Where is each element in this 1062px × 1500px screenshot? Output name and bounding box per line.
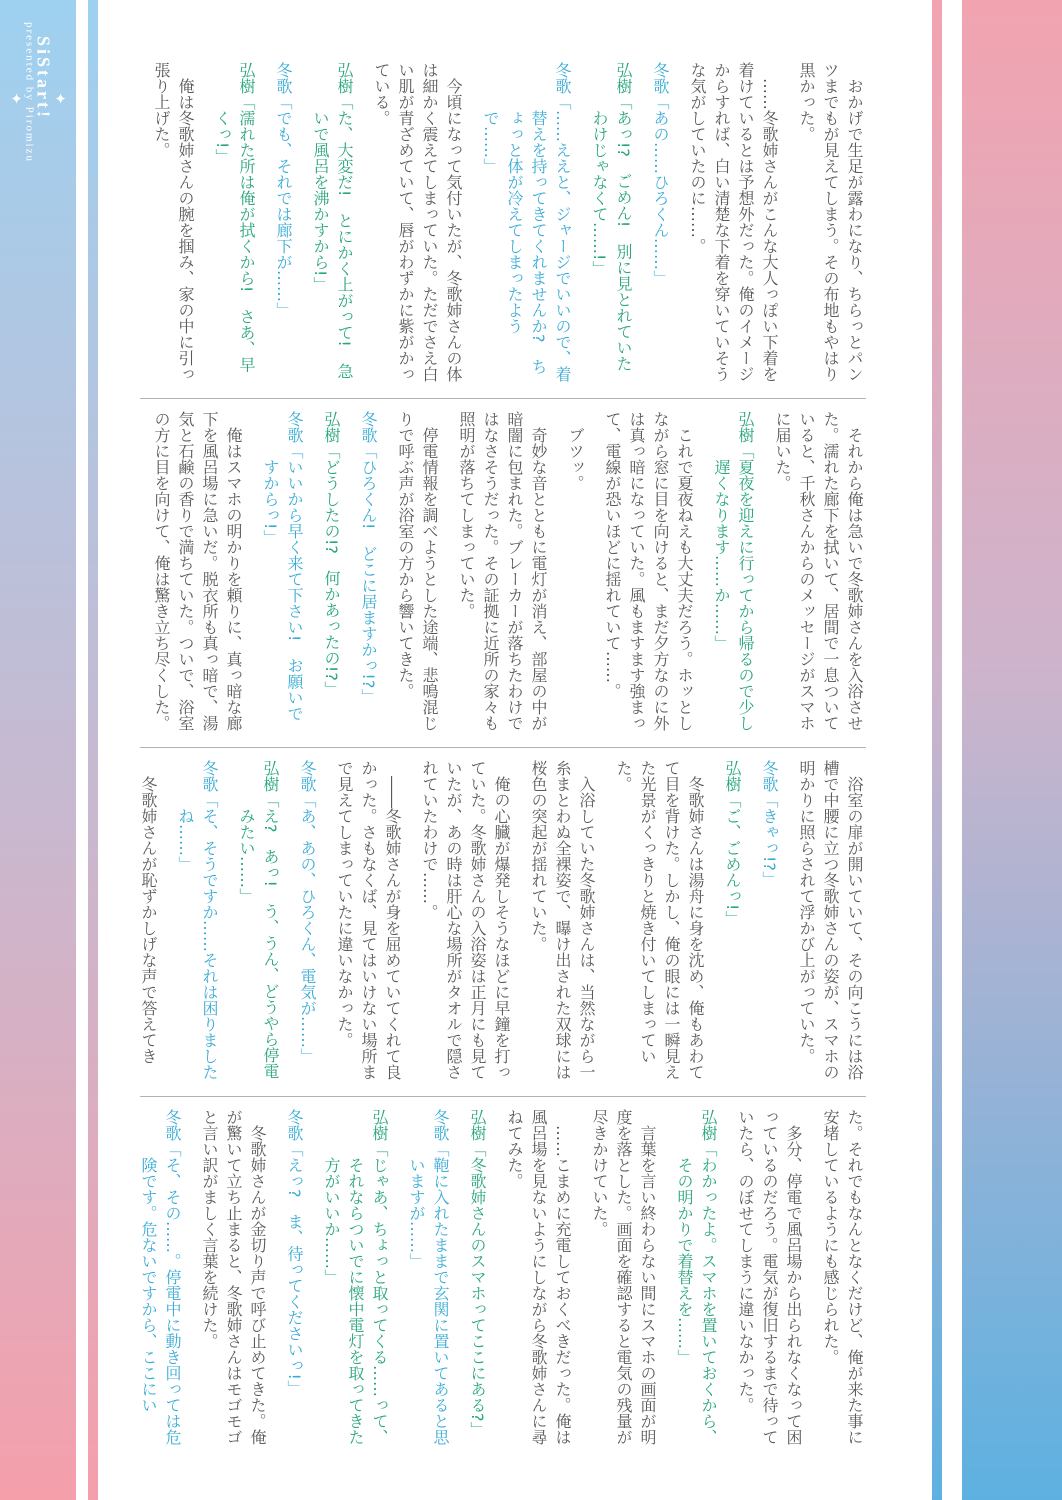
text-section-2 [140,411,866,735]
section-divider [140,398,866,399]
narration-paragraph: 冬歌姉さんは湯舟に身を沈め、俺もあわてて目を背けた。しかし、俺の眼には一瞬見えた光景がくっきりと焼き付いてしまっていた。 [614,760,705,1080]
side-banner [0,0,76,460]
dialogue-line-hiroki: 弘樹「冬歌姉さんのスマホってここにある?」 [468,1109,487,1438]
text-section-1 [140,62,866,386]
section-divider [140,747,866,748]
narration-paragraph: おかげで生足が露わになり、ちらっとパンツまでもが見えてしまう。その布地もやはり黒かった。 [797,62,864,382]
left-gradient-stripe [88,0,98,1500]
narration-paragraph: 停電情報を調べようとした途端、悲鳴混じりで呼ぶ声が浴室の方から響いてきた。 [396,411,439,731]
narration-paragraph: それから俺は急いで冬歌姉さんを入浴させた。濡れた廊下を拭いて、居間で一息ついていると、千秋さんからのメッセージがスマホに届いた。 [773,411,864,731]
dialogue-line-hiroki: 弘樹「た、大変だ! とにかく上がって! 急いで風呂を沸かすから!」 [311,62,354,379]
dialogue-line-fuyuka: 冬歌「あ、あの、ひろくん、電気が……」 [298,760,317,1064]
narration-paragraph: これで夏夜ねえも大丈夫だろう。ホッとしながら窓に目を向けると、まだ夕方なのに外は真っ暗になっていた。風もますます強まって、電線が恐いほどに揺れていて……。 [603,411,694,731]
text-section-4 [140,1109,866,1445]
narration-paragraph: 浴室の扉が開いていて、その向こうには浴槽で中腰に立つ冬歌姉さんの姿が、スマホの明かりに照らされて浮かび上がっていた。 [797,760,864,1080]
dialogue-line-fuyuka: 冬歌「あの……ひろくん……」 [651,62,670,286]
text-section-3 [140,760,866,1084]
narration-paragraph: 今頃になって気付いたが、冬歌姉さんの体は細かく震えてしまっていた。ただでさえ白い肌が青ざめていて、唇がわずかに紫がかっている。 [372,62,463,382]
narration-paragraph: 俺はスマホの明かりを頼りに、真っ暗な廊下を風呂場に急いだ。脱衣所も真っ暗で、湯気と石鹸の香りで満ちていた。ついで、浴室の方に目を向けて、俺は驚き立ち尽くした。 [152,411,243,731]
narration-paragraph: 言葉を言い終わらない間にスマホの画面が明度を落とした。画面を確認すると電気の残量が尽きかけていた。 [590,1109,657,1445]
dialogue-line-hiroki: 弘樹「夏夜を迎えに行ってから帰るので少し遅くなります……か……」 [712,411,755,731]
dialogue-line-fuyuka: 冬歌「えっ? ま、待ってくださいっ!」 [285,1109,304,1396]
narration-paragraph: ブツッ。 [566,427,585,491]
narration-paragraph: 奇妙な音とともに電灯が消え、部屋の中が暗闇に包まれた。ブレーカーが落ちたわけではなさそうだった。その証拠に近所の家々も照明が落ちてしまっていた。 [457,411,548,731]
series-credit: presented by Piromizu [23,22,36,163]
narration-paragraph: 俺は冬歌姉さんの腕を掴み、家の中に引っ張り上げた。 [152,62,195,382]
right-gradient-bar [962,0,1062,1500]
narration-paragraph: 多分、停電で風呂場から出られなくなって困っているのだろう。電気が復旧するまで待っていたら、のぼせてしまうに違いなかった。 [736,1109,803,1445]
narration-paragraph: ……こまめに充電しておくべきだった。俺は風呂場を見ないようにしながら冬歌姉さんに尋ねてみた。 [505,1109,572,1445]
narration-paragraph: 入浴していた冬歌姉さんは、当然ながら一糸まとわぬ全裸姿で、曝け出された双球には桜色の突起が揺れていた。 [529,760,596,1080]
dialogue-line-fuyuka: 冬歌「でも、それでは廊下が……」 [274,62,293,318]
narration-paragraph: た。それでもなんとなくだけど、俺が来た事に安堵しているようにも感じられた。 [821,1109,864,1445]
dialogue-line-hiroki: 弘樹「あっ!? ごめん! 別に見とれていたわけじゃなくて……!」 [590,62,633,372]
dialogue-line-hiroki: 弘樹「濡れた所は俺が拭くから! さあ、早くっ!」 [213,62,256,373]
dialogue-line-fuyuka: 冬歌「ひろくん! どこに居ますかっ!?」 [359,411,378,705]
section-divider [140,1096,866,1097]
dialogue-line-fuyuka: 冬歌「……ええと、ジャージでいいので、着替えを持ってきてくれませんか? ちょっと体が冷えてしまったようで……」 [481,62,572,382]
dialogue-line-fuyuka: 冬歌「鞄に入れたままで玄関に置いてあると思いますが……」 [407,1109,450,1445]
dialogue-line-fuyuka: 冬歌「きゃっ!?」 [760,760,779,887]
sparkle-icon: ✦ [7,90,26,109]
narration-paragraph: ――冬歌姉さんが身を屈めていてくれて良かった。さもなくば、見てはいけない場所まで見えてしまっていたに違いなかった。 [335,760,402,1080]
script-content [140,62,866,1445]
dialogue-line-fuyuka: 冬歌「そ、そうですか……それは困りましたね……」 [176,760,219,1080]
sparkle-icon: ✦ [51,90,70,109]
dialogue-line-hiroki: 弘樹「ご、ごめんっ!」 [723,760,742,927]
dialogue-line-hiroki: 弘樹「わかったよ。スマホを置いておくから、その明かりで着替えを……」 [675,1109,718,1445]
dialogue-line-hiroki: 弘樹「じゃあ、ちょっと取ってくる……って、それならついでに懐中電灯を取ってきた方がいいか……」 [322,1109,389,1445]
narration-paragraph: 俺の心臓が爆発しそうなほどに早鐘を打っていた。冬歌姉さんの入浴姿は正月にも見ていたが、あの時は肝心な場所がタオルで隠されていたわけで……。 [420,760,511,1080]
dialogue-line-hiroki: 弘樹「どうしたの!? 何かあったの!?」 [322,411,341,697]
dialogue-line-hiroki: 弘樹「え? あっ! う、うん、どうやら停電みたい……」 [237,760,280,1079]
right-gradient-stripe [932,0,942,1500]
dialogue-line-fuyuka: 冬歌「そ、その……。停電中に動き回っては危険です。危ないですから、ここにい [139,1109,182,1445]
narration-paragraph: ……冬歌姉さんがこんな大人っぽい下着を着けているとは予想外だった。俺のイメージからすれば、白い清楚な下着を穿いていそうな気がしていたのに……。 [688,62,779,382]
narration-paragraph: 冬歌姉さんが恥ずかしげな声で答えてき [139,776,158,1064]
narration-paragraph: 冬歌姉さんが金切り声で呼び止めてきた。俺が驚いて立ち止まると、冬歌姉さんはモゴモゴと言い訳がましく言葉を続けた。 [200,1109,267,1445]
series-title: SiStart! [33,36,54,120]
dialogue-line-fuyuka: 冬歌「いいから早く来て下さい! お願いですからっ!」 [261,411,304,722]
